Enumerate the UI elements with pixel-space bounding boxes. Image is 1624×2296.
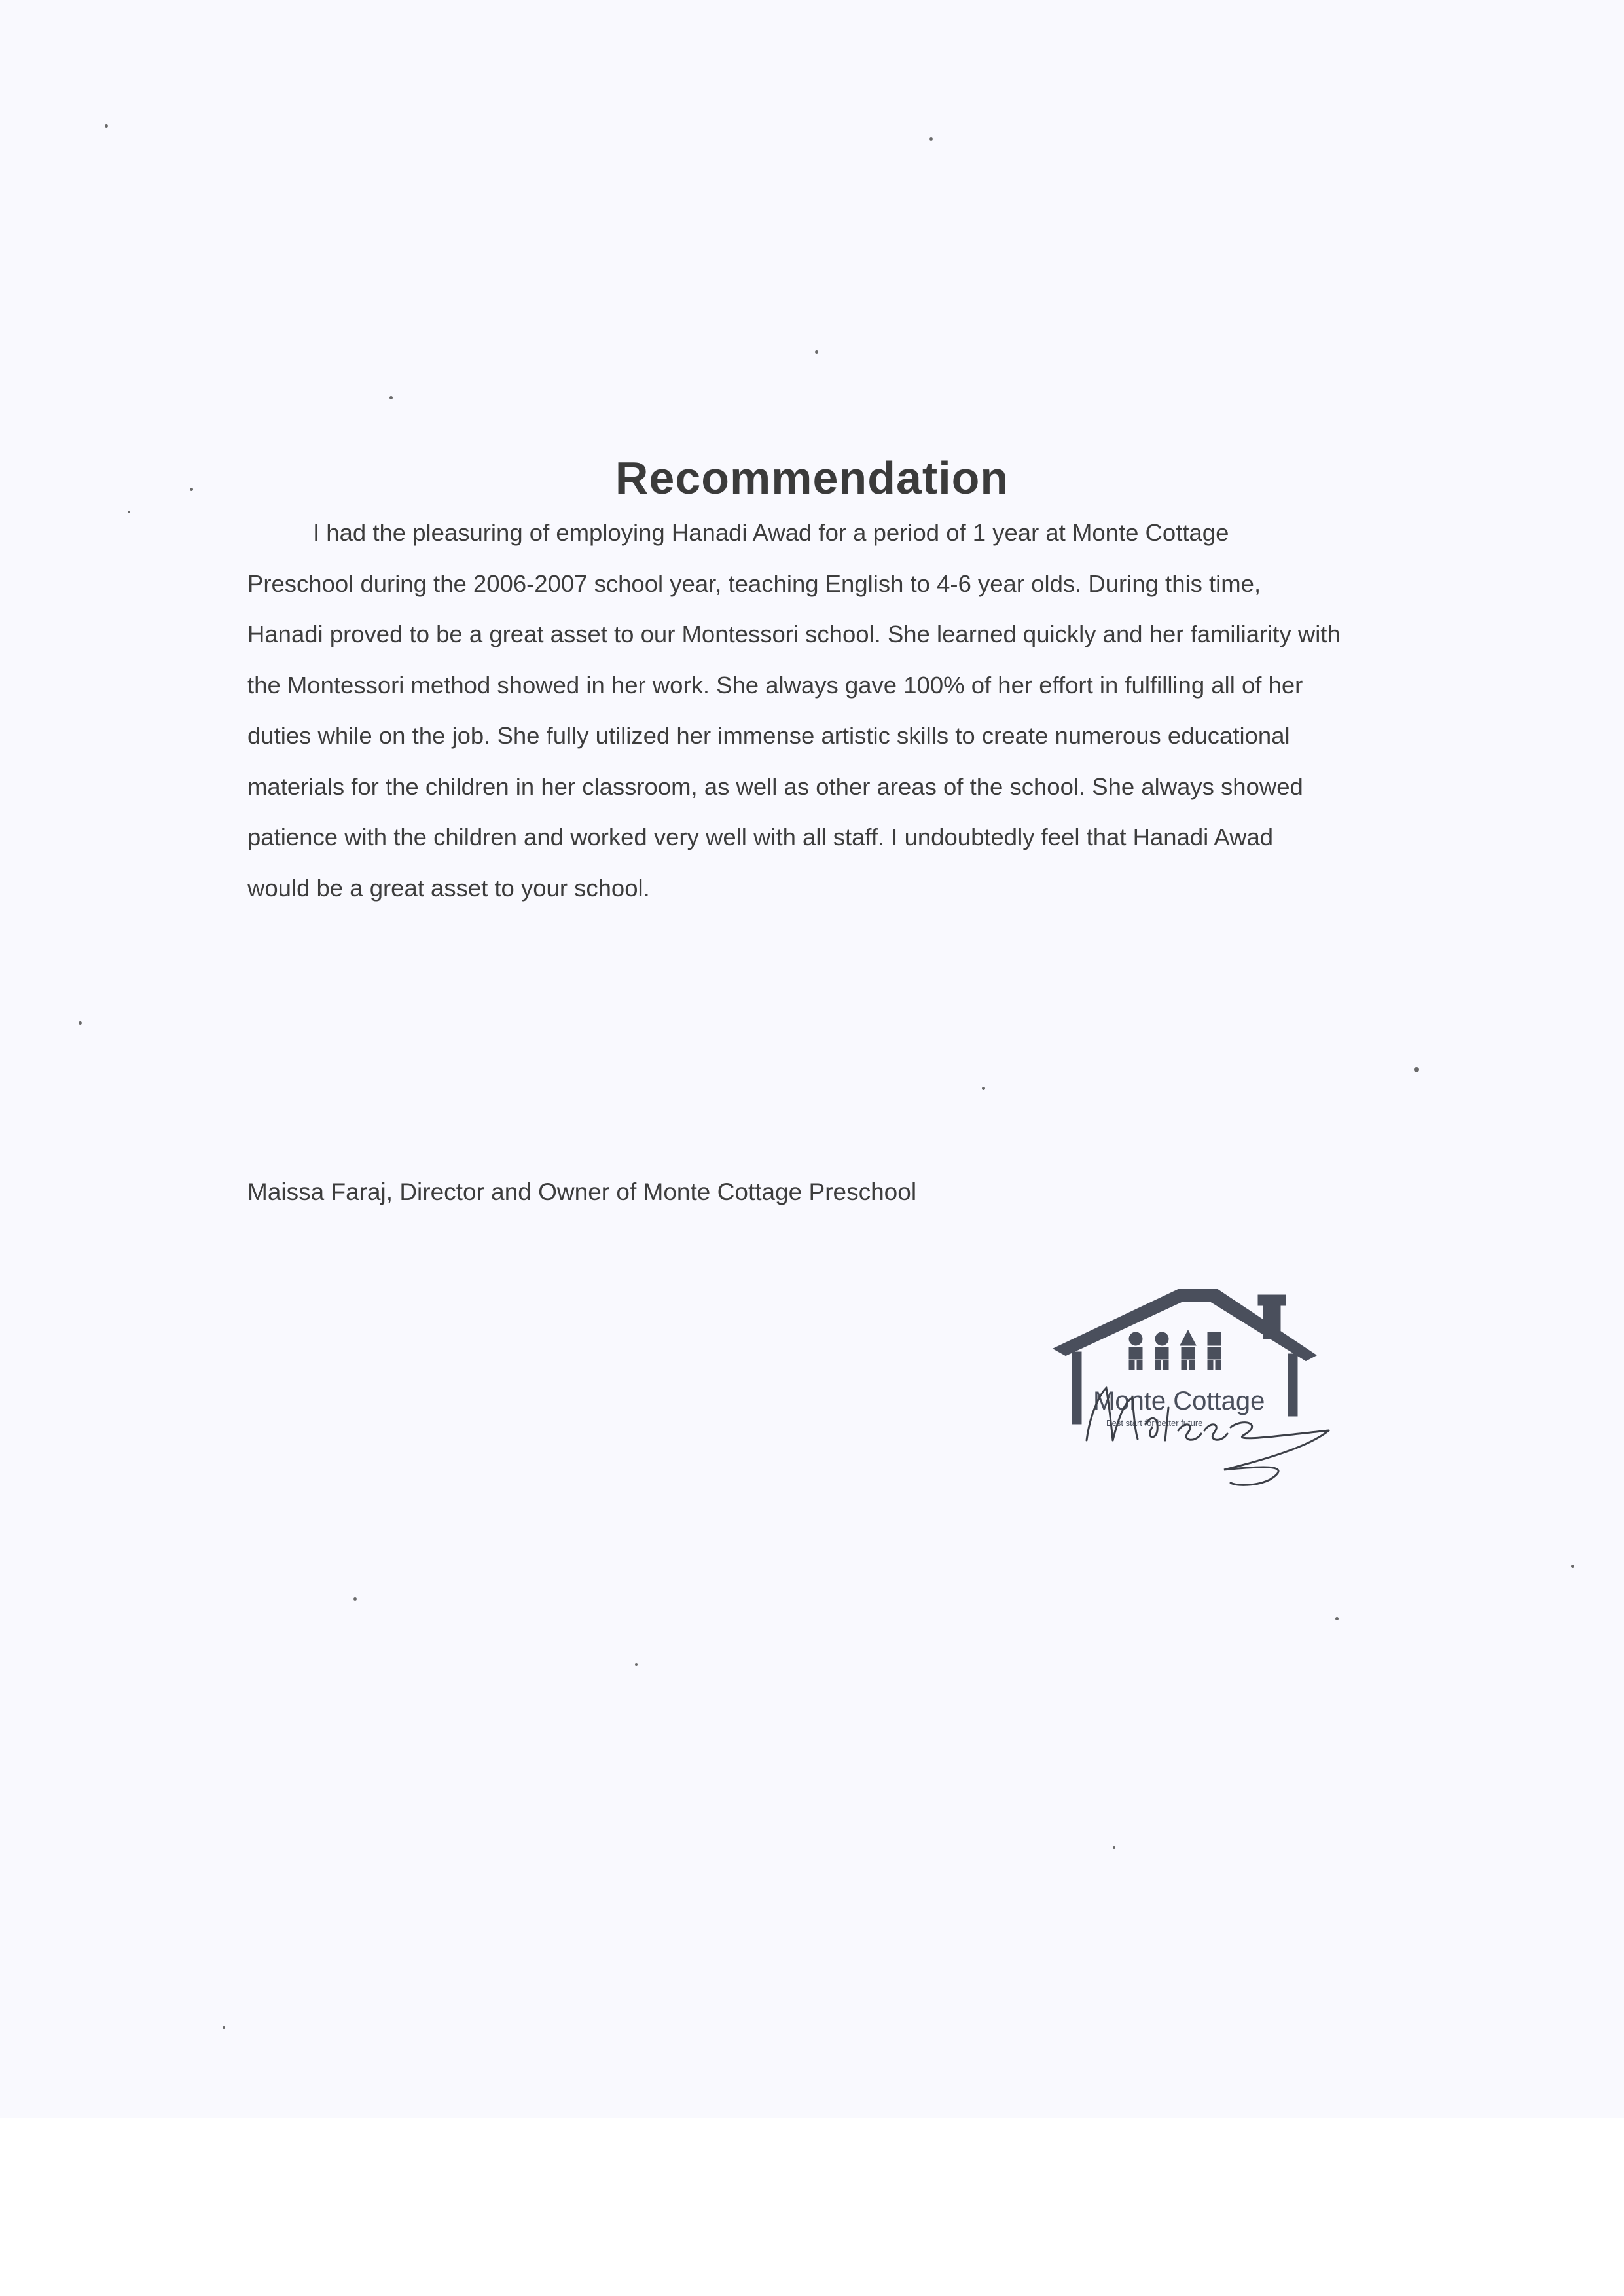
signature-line: Maissa Faraj, Director and Owner of Monte Cottage Preschool [247, 1178, 917, 1205]
stamp-name: Monte Cottage [1093, 1387, 1265, 1415]
recommendation-body: I had the pleasuring of employing Hanadi Awad for a period of 1 year at Monte Cottage Preschool during the 2006-2007 school year, teaching English to 4-6 year olds. During this time, Hanadi proved to be a great asset to our Montessori school. She learned quickly and her familiarity with the Montessori method showed in her work. She always gave 100% of her effort in fulfilling all of her duties while on the job. She fully utilized her immense artistic skills to create numerous educational materials for the children in her classroom, as well as other areas of the school. She always showed patience with the children and worked very well with all staff. I undoubtedly feel that Hanadi Awad would be a great asset to your school. [247, 519, 1341, 902]
scan-speck [223, 2026, 225, 2029]
stamp-tagline: Best start for better future [1106, 1418, 1203, 1428]
scan-speck [353, 1597, 357, 1601]
scan-speck [982, 1087, 985, 1090]
scan-speck [105, 124, 108, 128]
scan-speck [635, 1663, 638, 1666]
scan-speck [1414, 1067, 1419, 1072]
scan-speck [128, 511, 130, 513]
school-stamp [1047, 1283, 1348, 1506]
document-title: Recommendation [615, 452, 1009, 503]
scan-speck [1571, 1565, 1574, 1568]
scan-speck [1335, 1617, 1339, 1620]
scan-speck [79, 1021, 82, 1025]
scan-speck [1113, 1846, 1115, 1849]
scan-speck [929, 137, 933, 141]
scan-speck [815, 350, 818, 354]
scan-speck [389, 396, 393, 399]
